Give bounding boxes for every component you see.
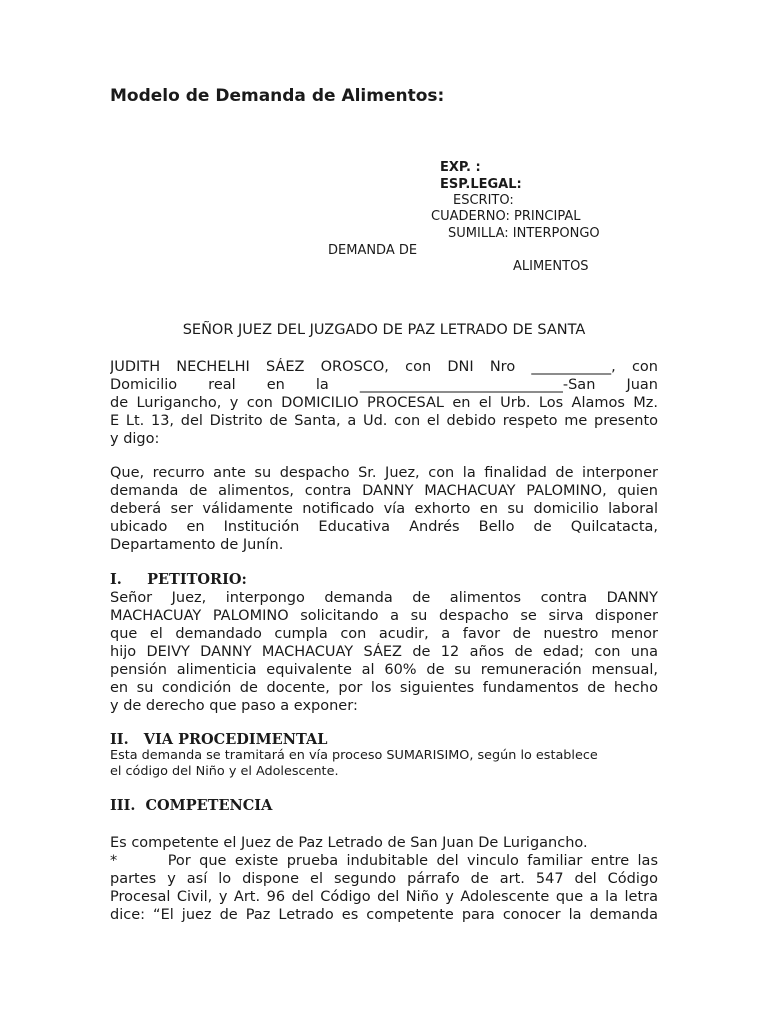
via-line: Esta demanda se tramitará en vía proceso SUMARISIMO, según lo establece <box>110 748 598 763</box>
competencia-heading: III. COMPETENCIA <box>110 797 273 814</box>
competencia-line: dice: “El juez de Paz Letrado es competente para conocer la demanda <box>110 907 658 923</box>
via-procedimental-heading: II. VIA PROCEDIMENTAL <box>110 731 328 748</box>
esp-legal-label: ESP.LEGAL: <box>440 177 522 192</box>
intro-paragraph <box>110 358 658 448</box>
competencia-paragraph <box>110 852 658 924</box>
court-heading: SEÑOR JUEZ DEL JUZGADO DE PAZ LETRADO DE SANTA <box>182 322 586 338</box>
petitorio-heading: I. PETITORIO: <box>110 571 247 588</box>
cuaderno-label: CUADERNO: PRINCIPAL <box>431 209 581 224</box>
petitorio-line: y de derecho que paso a exponer: <box>110 698 358 714</box>
demanda-de-label: DEMANDA DE <box>328 243 418 258</box>
petitorio-line: pensión alimenticia equivalente al 60% de su remuneración mensual, <box>110 662 658 678</box>
petitorio-line: que el demandado cumpla con acudir, a favor de nuestro menor <box>110 626 658 642</box>
petitorio-paragraph <box>110 589 658 715</box>
que-line: demanda de alimentos, contra DANNY MACHACUAY PALOMINO, quien <box>110 483 658 499</box>
intro-line: y digo: <box>110 431 160 447</box>
petitorio-line: hijo DEIVY DANNY MACHACUAY SÁEZ de 12 años de edad; con una <box>110 644 658 660</box>
competencia-line: partes y así lo dispone el segundo párrafo de art. 547 del Código <box>110 871 658 887</box>
petitorio-line: en su condición de docente, por los siguientes fundamentos de hecho <box>110 680 658 696</box>
competencia-line: Es competente el Juez de Paz Letrado de San Juan De Lurigancho. <box>110 835 588 851</box>
intro-line: E Lt. 13, del Distrito de Santa, a Ud. con el debido respeto me presento <box>110 413 658 429</box>
competencia-first-line <box>110 834 658 852</box>
intro-line: de Lurigancho, y con DOMICILIO PROCESAL en el Urb. Los Alamos Mz. <box>110 395 658 411</box>
document-title: Modelo de Demanda de Alimentos: <box>110 86 445 106</box>
competencia-line: * Por que existe prueba indubitable del vinculo familiar entre las <box>110 853 658 869</box>
que-paragraph <box>110 464 658 554</box>
sumilla-label: SUMILLA: INTERPONGO <box>448 226 600 241</box>
via-procedimental-paragraph <box>110 748 670 780</box>
que-line: ubicado en Institución Educativa Andrés Bello de Quilcatacta, <box>110 519 658 535</box>
que-line: Departamento de Junín. <box>110 537 284 553</box>
que-line: deberá ser válidamente notificado vía exhorto en su domicilio laboral <box>110 501 658 517</box>
petitorio-line: Señor Juez, interpongo demanda de alimentos contra DANNY <box>110 590 658 606</box>
competencia-line: Procesal Civil, y Art. 96 del Código del Niño y Adolescente que a la letra <box>110 889 658 905</box>
petitorio-line: MACHACUAY PALOMINO solicitando a su despacho se sirva disponer <box>110 608 658 624</box>
escrito-label: ESCRITO: <box>453 193 514 208</box>
via-line: el código del Niño y el Adolescente. <box>110 764 339 779</box>
exp-label: EXP. : <box>440 160 481 175</box>
intro-line: JUDITH NECHELHI SÁEZ OROSCO, con DNI Nro ___________, con <box>110 359 658 375</box>
intro-line: Domicilio real en la ____________________________-San Juan <box>110 377 658 393</box>
que-line: Que, recurro ante su despacho Sr. Juez, con la finalidad de interponer <box>110 465 658 481</box>
alimentos-label: ALIMENTOS <box>513 259 589 274</box>
